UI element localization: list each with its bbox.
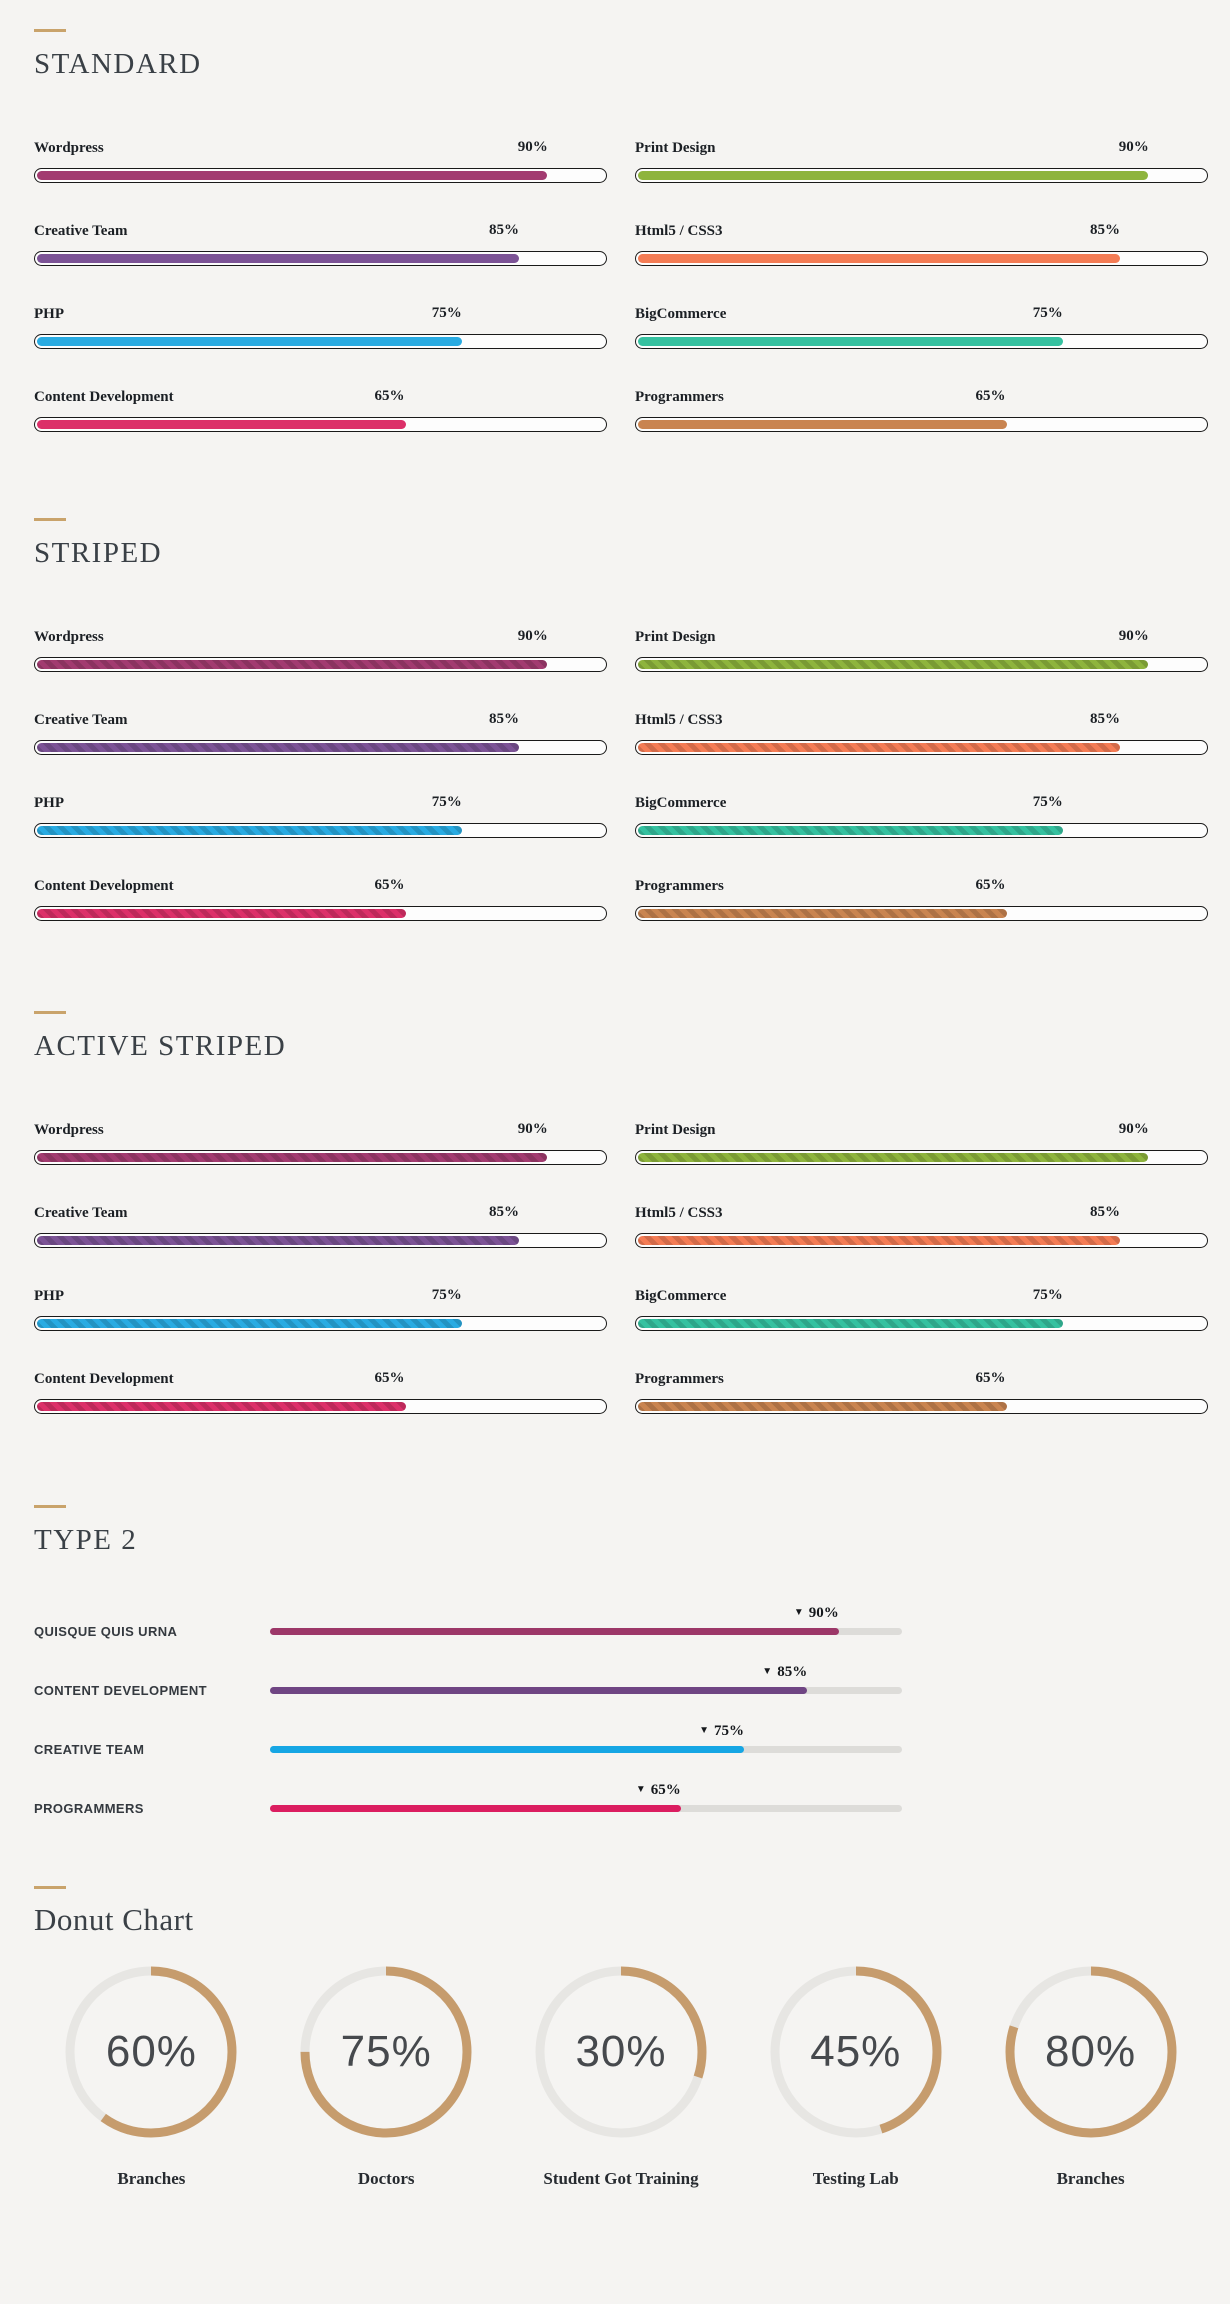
progress-value: 90%: [1118, 628, 1149, 644]
donut-value: 30%: [575, 2027, 667, 2076]
progress-value: 85%: [489, 711, 520, 727]
donut-label: Doctors: [357, 2169, 415, 2188]
progress-row: [34, 1722, 902, 1761]
donut-ring: [770, 1966, 942, 2138]
donut-ring: [65, 1966, 237, 2138]
progress-fill: [37, 1153, 547, 1162]
donut-value: 45%: [810, 2027, 902, 2076]
progress-track: [270, 1663, 902, 1694]
progress-track: [635, 823, 1208, 838]
progress-row: [34, 1663, 902, 1702]
arrow-down-icon: ▼: [699, 1724, 709, 1736]
donut-value: 80%: [1045, 2027, 1137, 2076]
section-accent-line: [34, 518, 66, 521]
progress-label: PROGRAMMERS: [34, 1800, 144, 1816]
progress-value: 90%: [517, 139, 548, 155]
progress-track: [635, 1150, 1208, 1165]
progress-row: [635, 1204, 1208, 1248]
section-title: ACTIVE STRIPED: [34, 1030, 287, 1062]
section-striped: [34, 518, 1208, 921]
progress-track: [34, 657, 607, 672]
progress-fill: [638, 337, 1063, 346]
section-active-striped: [34, 1011, 1208, 1414]
progress-label: Wordpress: [34, 629, 104, 645]
progress-track: [635, 417, 1208, 432]
progress-row: [34, 877, 607, 921]
progress-track: [635, 657, 1208, 672]
progress-marker: [636, 1782, 681, 1799]
progress-value: 65%: [374, 877, 405, 893]
donut-label: Testing Lab: [812, 2169, 899, 2188]
progress-row: [34, 794, 607, 838]
progress-column-left: [34, 139, 607, 432]
progress-grid: [34, 139, 1208, 432]
section-title: STRIPED: [34, 537, 163, 569]
progress-fill: [37, 171, 547, 180]
progress-value: 75%: [431, 794, 462, 810]
arrow-down-icon: ▼: [762, 1665, 773, 1677]
section-title: Donut Chart: [34, 1902, 194, 1937]
progress-track: [34, 1399, 607, 1414]
progress-label: Html5 / CSS3: [635, 1205, 723, 1221]
progress-fill: [638, 1236, 1120, 1245]
progress-fill: [638, 660, 1148, 669]
section-title: TYPE 2: [34, 1524, 138, 1556]
progress-track: [635, 1233, 1208, 1248]
donut-label: Branches: [117, 2169, 186, 2188]
progress-row: [34, 388, 607, 432]
progress-fill: [638, 254, 1120, 263]
progress-fill: [270, 1628, 839, 1635]
progress-value: 90%: [808, 1604, 839, 1621]
progress-value: 75%: [431, 305, 462, 321]
progress-label: Content Development: [34, 1371, 174, 1387]
donut-label: Branches: [1056, 2169, 1125, 2188]
type2-rows: [34, 1604, 902, 1820]
progress-fill: [37, 743, 519, 752]
progress-label: PHP: [34, 306, 64, 322]
donut-value: 75%: [340, 2027, 432, 2076]
donut-value: 60%: [105, 2027, 197, 2076]
progress-value: 85%: [1090, 1204, 1121, 1220]
progress-fill: [270, 1805, 681, 1812]
progress-fill: [638, 171, 1148, 180]
progress-column-right: [635, 139, 1208, 432]
progress-grid: [34, 1121, 1208, 1414]
arrow-down-icon: ▼: [635, 1783, 646, 1795]
progress-fill: [37, 254, 519, 263]
progress-value: 75%: [1032, 305, 1063, 321]
progress-fill: [638, 826, 1063, 835]
progress-column-right: [635, 1121, 1208, 1414]
progress-track: [34, 168, 607, 183]
progress-row: [34, 1781, 902, 1820]
progress-value: 65%: [975, 1370, 1006, 1386]
progress-value: 65%: [374, 1370, 405, 1386]
progress-label: Creative Team: [34, 223, 128, 239]
progress-value: 85%: [1090, 222, 1121, 238]
progress-value: 85%: [777, 1663, 808, 1680]
progress-track: [34, 1150, 607, 1165]
progress-row: [635, 139, 1208, 183]
donut-row: [34, 1966, 1208, 2189]
progress-label: QUISQUE QUIS URNA: [34, 1623, 178, 1639]
progress-label: Creative Team: [34, 712, 128, 728]
progress-value: 85%: [489, 222, 520, 238]
progress-row: [34, 1121, 607, 1165]
progress-value: 90%: [517, 1121, 548, 1137]
progress-value: 90%: [1118, 1121, 1149, 1137]
page: [0, 29, 1230, 2304]
donut-chart: [34, 1966, 269, 2189]
progress-label: Content Development: [34, 389, 174, 405]
progress-fill: [638, 420, 1007, 429]
progress-grid: [34, 628, 1208, 921]
progress-track: [34, 740, 607, 755]
progress-fill: [638, 1402, 1007, 1411]
progress-track: [34, 906, 607, 921]
progress-fill: [37, 909, 406, 918]
progress-label: BigCommerce: [635, 1288, 727, 1304]
section-accent-line: [34, 1011, 66, 1014]
donut-chart: [738, 1966, 973, 2189]
progress-row: [34, 1204, 607, 1248]
progress-label: CREATIVE TEAM: [34, 1741, 145, 1757]
progress-row: [34, 139, 607, 183]
progress-value: 75%: [714, 1722, 744, 1739]
section-type2: [34, 1505, 1208, 1820]
progress-track: [270, 1604, 902, 1635]
progress-value: 85%: [489, 1204, 520, 1220]
progress-label: Wordpress: [34, 140, 104, 156]
donut-chart: [269, 1966, 504, 2189]
progress-label: Creative Team: [34, 1205, 128, 1221]
progress-track: [635, 740, 1208, 755]
progress-label: Html5 / CSS3: [635, 223, 723, 239]
progress-row: [34, 1370, 607, 1414]
progress-fill: [37, 1402, 406, 1411]
progress-row: [635, 794, 1208, 838]
progress-row: [635, 1370, 1208, 1414]
progress-label: Content Development: [34, 878, 174, 894]
progress-track: [635, 168, 1208, 183]
progress-label: Html5 / CSS3: [635, 712, 723, 728]
progress-row: [34, 305, 607, 349]
progress-value: 75%: [431, 1287, 462, 1303]
progress-fill: [37, 1319, 462, 1328]
progress-track: [34, 334, 607, 349]
section-donut-chart: [34, 1886, 1208, 2189]
progress-value: 65%: [975, 877, 1006, 893]
progress-value: 65%: [650, 1781, 681, 1798]
progress-label: Print Design: [635, 140, 716, 156]
progress-label: Programmers: [635, 1371, 724, 1387]
arrow-down-icon: ▼: [793, 1606, 804, 1618]
progress-value: 85%: [1090, 711, 1121, 727]
progress-row: [635, 1287, 1208, 1331]
progress-row: [635, 877, 1208, 921]
progress-fill: [37, 337, 462, 346]
progress-row: [635, 711, 1208, 755]
progress-row: [34, 1287, 607, 1331]
progress-row: [635, 1121, 1208, 1165]
donut-ring: [1005, 1966, 1177, 2138]
progress-label: BigCommerce: [635, 795, 727, 811]
progress-track: [270, 1781, 902, 1812]
progress-column-left: [34, 1121, 607, 1414]
progress-label: BigCommerce: [635, 306, 727, 322]
progress-fill: [270, 1746, 744, 1753]
donut-label: Student Got Training: [543, 2169, 699, 2188]
progress-fill: [270, 1687, 807, 1694]
section-title: STANDARD: [34, 48, 202, 80]
progress-fill: [638, 1153, 1148, 1162]
progress-value: 90%: [1118, 139, 1149, 155]
progress-label: Programmers: [635, 389, 724, 405]
progress-track: [34, 823, 607, 838]
progress-label: PHP: [34, 795, 64, 811]
section-accent-line: [34, 1505, 66, 1508]
progress-fill: [37, 660, 547, 669]
progress-fill: [37, 826, 462, 835]
progress-label: CONTENT DEVELOPMENT: [34, 1682, 207, 1698]
progress-fill: [37, 420, 406, 429]
donut-ring: [535, 1966, 707, 2138]
section-accent-line: [34, 1886, 66, 1889]
section-accent-line: [34, 29, 66, 32]
progress-row: [34, 628, 607, 672]
progress-fill: [638, 909, 1007, 918]
progress-track: [635, 1316, 1208, 1331]
progress-value: 65%: [374, 388, 405, 404]
progress-fill: [37, 1236, 519, 1245]
progress-label: Wordpress: [34, 1122, 104, 1138]
progress-label: Print Design: [635, 1122, 716, 1138]
progress-track: [34, 251, 607, 266]
progress-track: [635, 334, 1208, 349]
progress-marker: [699, 1723, 744, 1740]
progress-track: [635, 251, 1208, 266]
progress-track: [635, 906, 1208, 921]
progress-label: Programmers: [635, 878, 724, 894]
progress-value: 65%: [975, 388, 1006, 404]
progress-marker: [794, 1605, 839, 1622]
progress-row: [635, 388, 1208, 432]
donut-chart: [973, 1966, 1208, 2189]
donut-ring: [300, 1966, 472, 2138]
progress-label: PHP: [34, 1288, 64, 1304]
progress-value: 75%: [1032, 794, 1063, 810]
progress-column-right: [635, 628, 1208, 921]
progress-column-left: [34, 628, 607, 921]
progress-track: [635, 1399, 1208, 1414]
progress-fill: [638, 743, 1120, 752]
progress-label: Print Design: [635, 629, 716, 645]
progress-row: [34, 1604, 902, 1643]
progress-row: [635, 222, 1208, 266]
progress-track: [34, 1233, 607, 1248]
progress-track: [34, 1316, 607, 1331]
progress-marker: [762, 1664, 807, 1681]
progress-row: [34, 711, 607, 755]
progress-value: 75%: [1032, 1287, 1063, 1303]
progress-track: [270, 1722, 902, 1753]
progress-row: [635, 305, 1208, 349]
progress-fill: [638, 1319, 1063, 1328]
section-standard: [34, 29, 1208, 432]
progress-value: 90%: [517, 628, 548, 644]
progress-row: [635, 628, 1208, 672]
progress-track: [34, 417, 607, 432]
progress-row: [34, 222, 607, 266]
donut-chart: [504, 1966, 739, 2189]
